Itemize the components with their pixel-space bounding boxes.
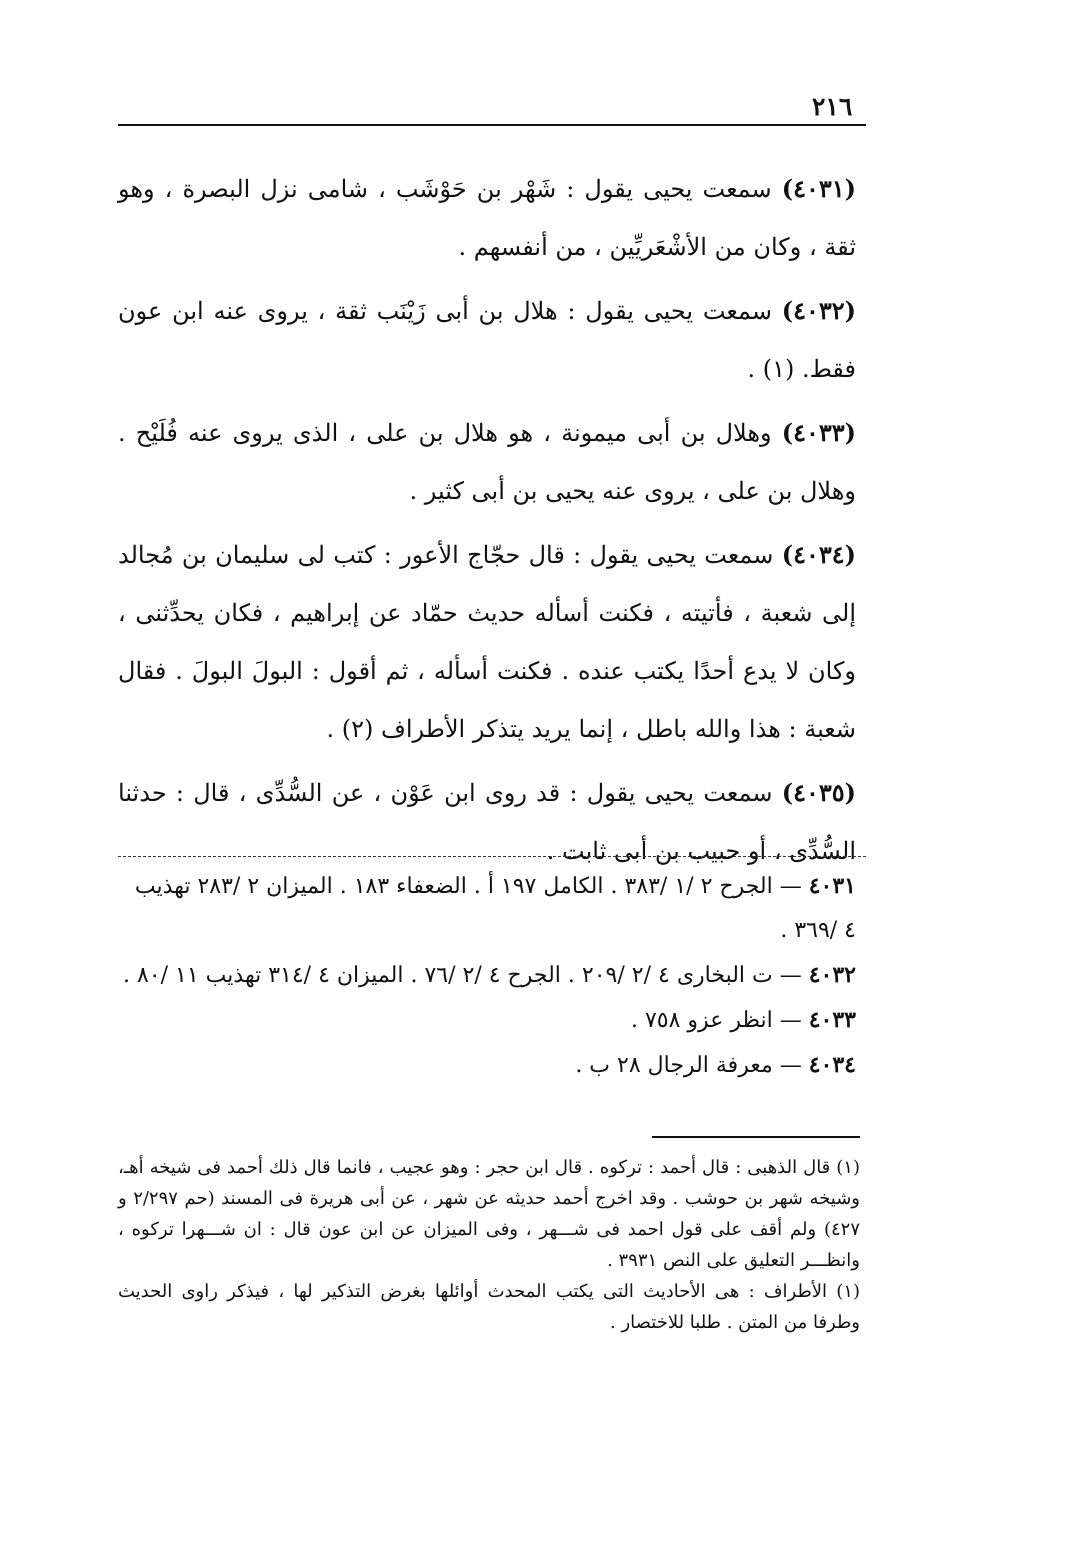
reference-4031 (118, 864, 856, 953)
reference-text: — الجرح ٢ /١ /٣٨٣ . الكامل ١٩٧ أ . الضعفاء ١٨٣ . الميزان ٢ /٢٨٣ تهذيب ٤ /٣٦٩ . (134, 874, 856, 943)
entry-4033 (118, 404, 856, 520)
entry-4034 (118, 526, 856, 758)
references-block (118, 864, 856, 1088)
reference-number: ٤٠٣١ (808, 873, 856, 899)
entry-text: سمعت يحيى يقول : شَهْر بن حَوْشَب ، شامى نزل البصرة ، وهو ثقة ، وكان من الأشْعَريِّين ، من أنفسهم . (118, 175, 856, 261)
reference-text: — انظر عزو ٧٥٨ . (630, 1008, 802, 1033)
main-text (118, 160, 856, 886)
footnote-2: (١) الأطراف : هى الأحاديث التى يكتب المحدث أوائلها بغرض التذكير لها ، فيذكر راوى الحديث وطرفا من المتن . طلبا للاختصار . (118, 1281, 860, 1333)
footnote-rule (652, 1136, 860, 1138)
entry-number: (٤٠٣٣) (781, 418, 857, 447)
reference-4033 (118, 998, 856, 1043)
footnote-1: (١) قال الذهبى : قال أحمد : تركوه . قال ابن حجر : وهو عجيب ، فانما قال ذلك أحمد فى شيخه أهـ، وشيخه شهر بن حوشب . وقد اخرج أحمد حديثه عن شهر ، عن أبى هريرة فى المسند (حم ٢/٢٩٧ و ٤٢٧) ولم أقف على قول احمد فى شـــهر ، وفى الميزان عن ابن عون قال : ان شـــهرا تركوه ، وانظـــر التعليق على النص ٣٩٣١ . (118, 1157, 860, 1271)
footnotes-block (118, 1152, 860, 1338)
page-number: ٢١٦ (812, 92, 853, 121)
entry-number: (٤٠٣١) (781, 174, 856, 203)
entry-text: سمعت يحيى يقول : قال حجّاج الأعور : كتب لى سليمان بن مُجالد إلى شعبة ، فأتيته ، فكنت أسأله حديث حمّاد عن إبراهيم ، فكان يحدِّثنى ، وكان لا يدع أحدًا يكتب عنده . فكنت أسأله ، ثم أقول : البولَ البولَ . فقال شعبة : هذا والله باطل ، إنما يريد يتذكر الأطراف (٢) . (118, 541, 856, 743)
reference-4032 (118, 953, 856, 998)
reference-number: ٤٠٣٤ (808, 1052, 856, 1078)
entry-4032 (118, 282, 856, 398)
reference-text: — معرفة الرجال ٢٨ ب . (575, 1053, 802, 1078)
reference-number: ٤٠٣٣ (808, 1007, 856, 1033)
reference-text: — ت البخارى ٤ /٢ /٢٠٩ . الجرح ٤ /٢ /٧٦ . الميزان ٤ /٣١٤ تهذيب ١١ /٨٠ . (122, 963, 802, 988)
entry-4035 (118, 764, 856, 880)
reference-4034 (118, 1043, 856, 1088)
entry-4031 (118, 160, 856, 276)
entry-text: وهلال بن أبى ميمونة ، هو هلال بن على ، الذى يروى عنه فُلَيْح . وهلال بن على ، يروى عنه يحيى بن أبى كثير . (118, 419, 856, 505)
references-separator (118, 856, 866, 857)
entry-text: سمعت يحيى يقول : قد روى ابن عَوْن ، عن السُّدِّى ، قال : حدثنا السُّدِّى ، أو حبيب بن أبى ثابت . (118, 779, 856, 865)
entry-number: (٤٠٣٥) (781, 778, 856, 807)
entry-number: (٤٠٣٢) (781, 296, 856, 325)
reference-number: ٤٠٣٢ (808, 962, 856, 988)
entry-text: سمعت يحيى يقول : هلال بن أبى زَيْنَب ثقة ، يروى عنه ابن عون فقط. (١) . (118, 297, 856, 383)
header-rule (118, 124, 866, 126)
entry-number: (٤٠٣٤) (781, 540, 856, 569)
